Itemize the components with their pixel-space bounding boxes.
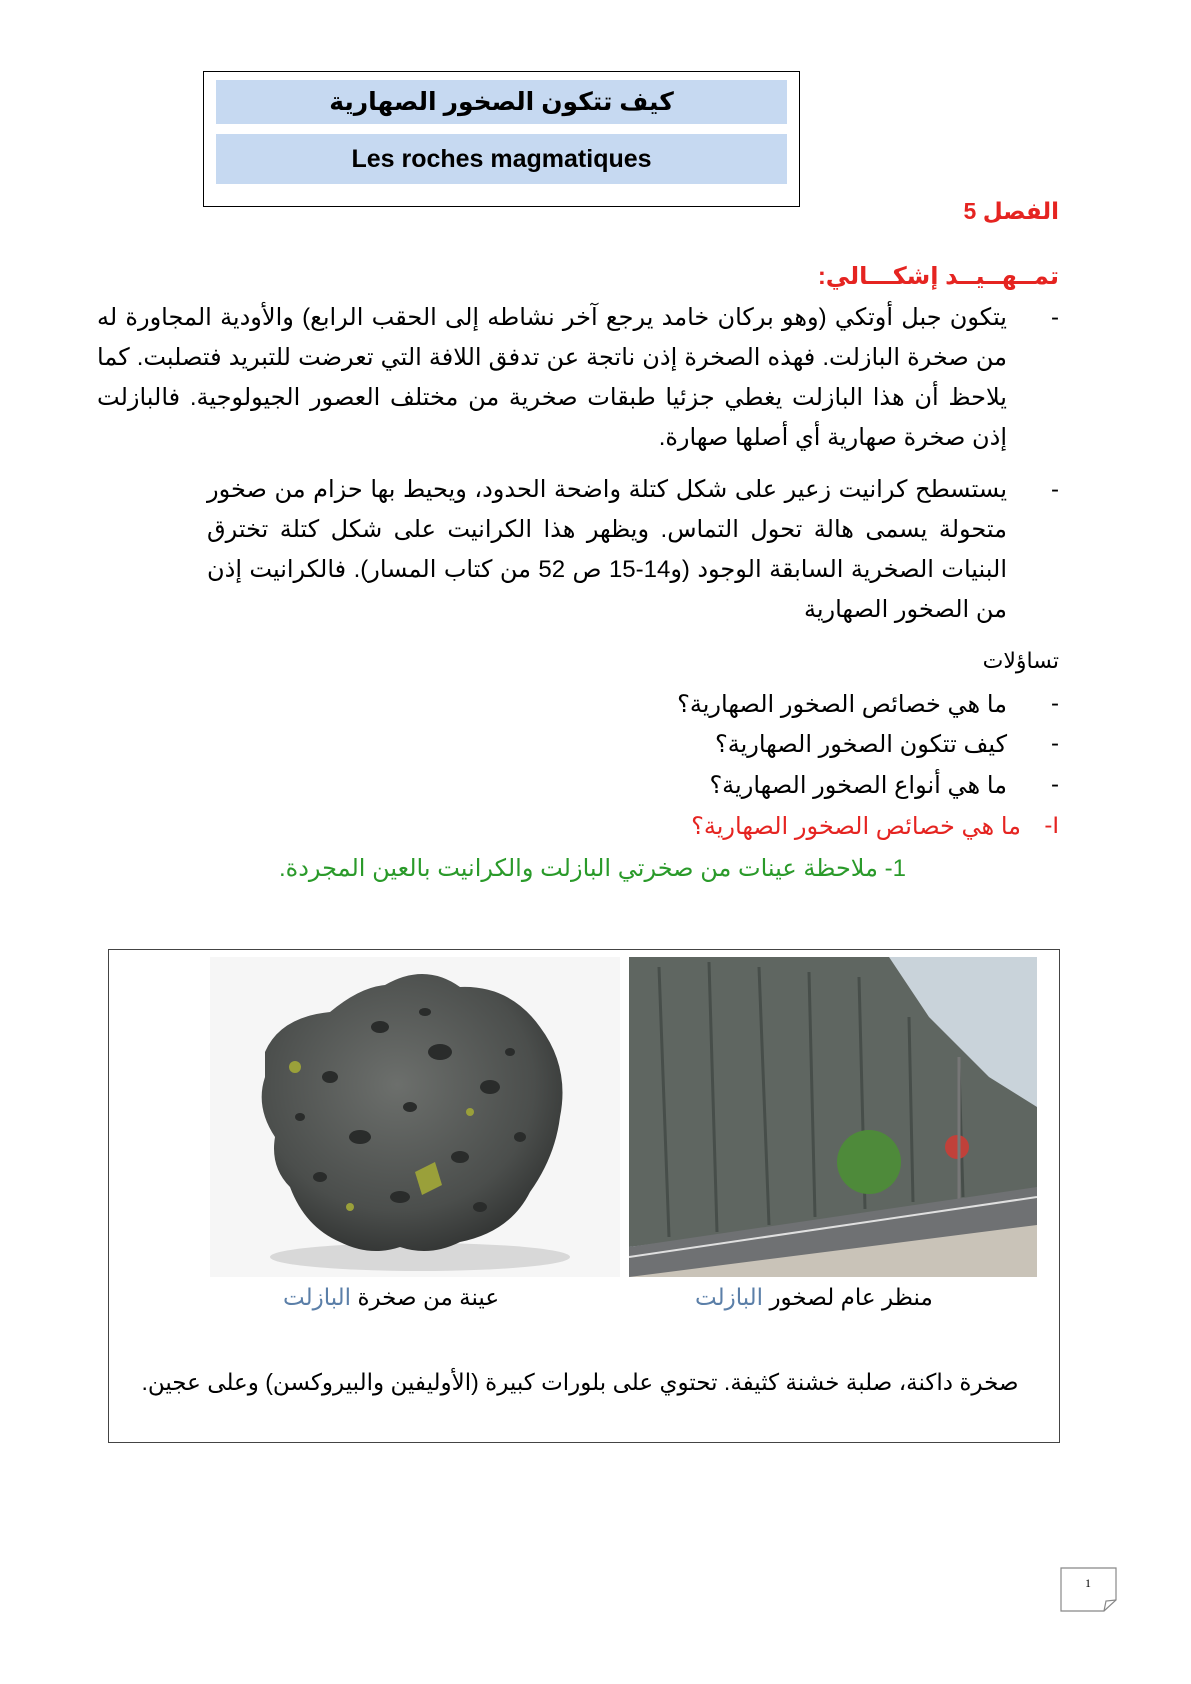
caption-basalt-cliff [695,1284,933,1311]
basalt-sample-photo [210,957,620,1277]
intro-paragraph-1 [59,298,1059,458]
paragraph-text: يتكون جبل أوتكي (وهو بركان خامد يرجع آخر نشاطه إلى الحقب الرابع) والأودية المجاورة له من صخرة البازلت. فهذه الصخرة إذن ناتجة عن تدفق اللافة التي تعرضت للتبريد فتصلبت. كما يلاحظ أن هذا البازلت يغطي جزئيا طبقات صخرية من مختلف العصور الجيولوجية. فالبازلت إذن صخرة صهارية أي أصلها صهارة. [97,304,1007,451]
question-item [677,690,1059,719]
bullet-dash: - [1051,304,1059,331]
question-text: ما هي خصائص الصخور الصهارية؟ [677,691,1007,718]
section-title: ما هي خصائص الصخور الصهارية؟ [691,813,1021,840]
page-number: 1 [1085,1576,1091,1590]
bullet-dash: - [1051,730,1059,757]
title-box [203,71,800,207]
questions-label: تساؤلات [982,648,1059,673]
caption-text: منظر عام لصخور [769,1284,933,1310]
bullet-dash: - [1051,771,1059,798]
question-item [715,730,1059,759]
chapter-label: الفصل 5 [963,198,1059,224]
caption-highlight: البازلت [695,1284,764,1310]
section-heading-1 [691,812,1059,841]
title-french: Les roches magmatiques [216,134,787,184]
figure-description: صخرة داكنة، صلبة خشنة كثيفة. تحتوي على بلورات كبيرة (الأوليفين والبيروكسن) وعلى عجين. [141,1369,1019,1395]
question-item [709,771,1059,800]
question-text: ما هي أنواع الصخور الصهارية؟ [709,772,1007,799]
title-arabic: كيف تتكون الصخور الصهارية [216,80,787,124]
bullet-dash: - [1051,690,1059,717]
section-number: I- [1044,812,1059,839]
caption-basalt-sample [283,1284,499,1311]
caption-highlight: البازلت [283,1284,352,1310]
bullet-dash: - [1051,476,1059,503]
intro-paragraph-2 [59,470,1059,630]
intro-heading: تمــهــيــد إشكـــالي: [817,263,1059,290]
caption-text: عينة من صخرة [357,1284,500,1310]
question-text: كيف تتكون الصخور الصهارية؟ [714,731,1007,758]
page-number-box [1060,1567,1117,1612]
paragraph-text: يستسطح كرانيت زعير على شكل كتلة واضحة الحدود، ويحيط بها حزام من صخور متحولة يسمى هالة تحول التماس. ويظهر هذا الكرانيت على شكل كتلة تخترق البنيات الصخرية السابقة الوجود (و14-15 ص 52 من كتاب المسار). فالكرانيت إذن من الصخور الصهارية [207,476,1007,623]
basalt-cliff-photo [629,957,1037,1277]
subsection-heading-1: 1- ملاحظة عينات من صخرتي البازلت والكرانيت بالعين المجردة. [278,855,906,882]
